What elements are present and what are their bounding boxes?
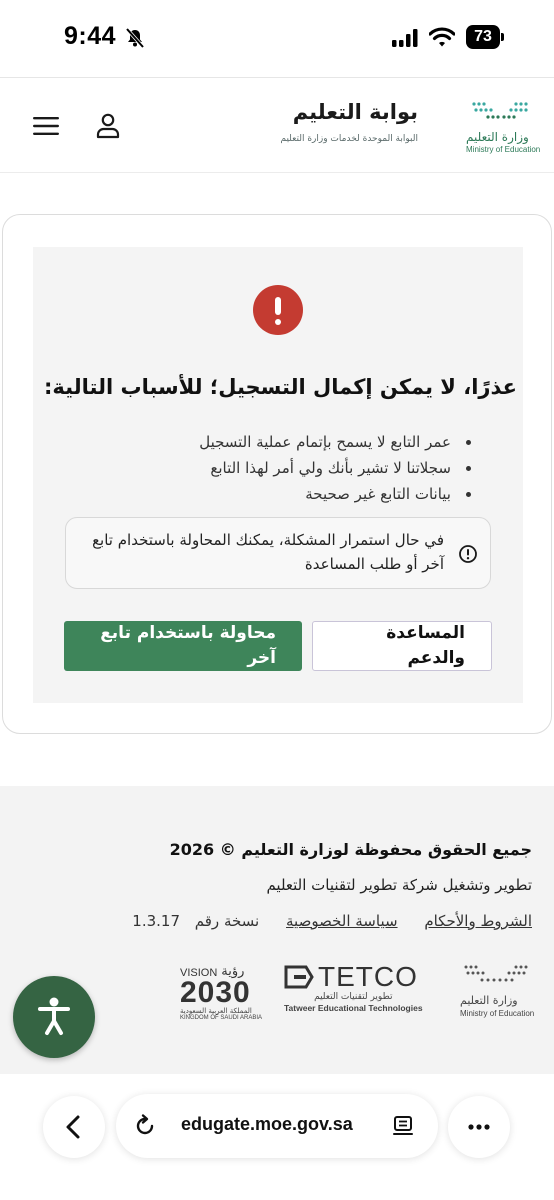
vision-2030-logo xyxy=(180,964,262,1021)
privacy-link[interactable]: سياسة الخصوصية xyxy=(286,912,398,930)
version-number: 1.3.17 xyxy=(132,912,180,930)
vision-year: 2030 xyxy=(180,976,251,1009)
tetco-logo xyxy=(284,961,423,1013)
terms-link[interactable]: الشروط والأحكام xyxy=(424,912,532,930)
moe-dots-icon xyxy=(466,100,536,124)
try-another-dependent-button[interactable]: محاولة باستخدام تابع آخر xyxy=(64,621,302,671)
tetco-name: TETCO xyxy=(318,961,418,992)
error-card xyxy=(2,214,552,734)
more-options-button[interactable] xyxy=(448,1096,510,1158)
cellular-signal-icon xyxy=(392,29,418,47)
portal-title[interactable]: بوابة التعليم xyxy=(292,100,418,124)
divider xyxy=(0,172,554,173)
tetco-mark-icon xyxy=(284,964,314,990)
footer-moe-ar: وزارة التعليم xyxy=(460,994,518,1007)
info-alert-icon xyxy=(458,544,478,564)
address-bar[interactable] xyxy=(116,1094,438,1158)
battery-percent: 73 xyxy=(474,28,492,45)
status-time: 9:44 xyxy=(64,22,117,50)
browser-toolbar xyxy=(0,1074,554,1200)
url-text[interactable]: edugate.moe.gov.sa xyxy=(181,1114,353,1134)
moe-logo[interactable] xyxy=(466,100,541,154)
chevron-left-icon xyxy=(43,1096,105,1158)
alert-error-icon xyxy=(253,285,303,335)
vision-ar: رؤية xyxy=(221,964,245,979)
reasons-list xyxy=(93,429,473,507)
hamburger-menu-icon[interactable] xyxy=(33,116,59,136)
help-notice xyxy=(65,517,491,589)
notice-text: في حال استمرار المشكلة، يمكنك المحاولة باستخدام تابع آخر أو طلب المساعدة xyxy=(92,531,444,573)
footer-moe-logo xyxy=(460,964,534,1018)
reader-mode-icon[interactable] xyxy=(392,1114,416,1138)
back-button[interactable] xyxy=(43,1096,105,1158)
version-label: نسخة رقم xyxy=(194,912,260,930)
reason-item: سجلاتنا لا تشير بأنك ولي أمر لهذا التابع xyxy=(93,455,473,481)
footer-moe-en: Ministry of Education xyxy=(460,1009,535,1018)
wifi-icon xyxy=(429,26,455,48)
portal-subtitle: البوابة الموحدة لخدمات وزارة التعليم xyxy=(280,134,418,144)
user-account-icon[interactable] xyxy=(96,113,120,139)
error-panel xyxy=(33,247,523,703)
tetco-ar: تطوير لتقنيات التعليم xyxy=(314,992,393,1002)
footer-developer: تطوير وتشغيل شركة تطوير لتقنيات التعليم xyxy=(266,876,532,894)
more-dots-icon xyxy=(448,1096,510,1158)
moe-logo-en: Ministry of Education xyxy=(466,145,541,154)
accessibility-icon xyxy=(13,976,95,1058)
moe-dots-icon xyxy=(460,964,534,986)
reason-item: بيانات التابع غير صحيحة xyxy=(93,481,473,507)
vision-en: VISION xyxy=(180,967,218,979)
vision-kingdom-ar: المملكة العربية السعودية xyxy=(180,1007,252,1015)
moe-logo-ar: وزارة التعليم xyxy=(466,130,529,144)
tetco-en: Tatweer Educational Technologies xyxy=(284,1003,423,1013)
vision-kingdom-en: KINGDOM OF SAUDI ARABIA xyxy=(180,1015,263,1021)
accessibility-button[interactable] xyxy=(13,976,95,1058)
error-title: عذرًا، لا يمكن إكمال التسجيل؛ للأسباب التالية: xyxy=(44,375,517,399)
battery-indicator xyxy=(466,25,504,49)
footer-copyright: جميع الحقوق محفوظة لوزارة التعليم © 2026 xyxy=(169,840,532,859)
reason-item: عمر التابع لا يسمح بإتمام عملية التسجيل xyxy=(93,429,473,455)
site-header xyxy=(0,78,554,172)
status-bar xyxy=(0,0,554,76)
help-support-button[interactable]: المساعدة والدعم xyxy=(312,621,492,671)
footer-links xyxy=(132,912,532,930)
reload-icon[interactable] xyxy=(132,1113,158,1139)
bell-muted-icon xyxy=(124,27,146,49)
